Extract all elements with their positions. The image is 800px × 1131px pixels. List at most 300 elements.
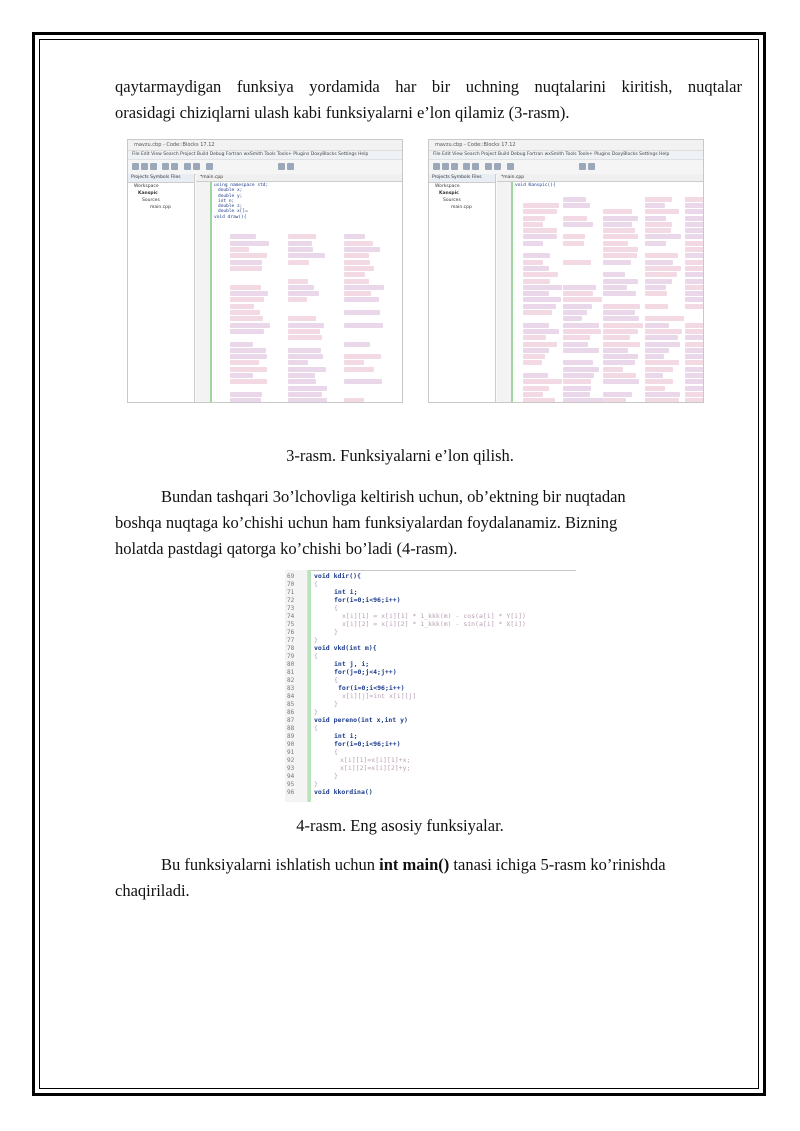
blurred-code-segment [645, 228, 671, 233]
blurred-code-segment [685, 216, 704, 221]
blurred-code-segment [645, 373, 663, 378]
blurred-code-segment [563, 285, 596, 290]
blurred-code-segment [685, 228, 704, 233]
blurred-code-segment [685, 342, 704, 347]
blurred-code-segment [344, 247, 380, 252]
blurred-code-segment [603, 304, 640, 309]
blurred-code-segment [288, 392, 322, 397]
blurred-code-segment [603, 260, 631, 265]
blurred-code-segment [685, 304, 704, 309]
blurred-code-segment [230, 297, 264, 302]
blurred-code-segment [344, 310, 380, 315]
figure-3-left-screenshot [127, 139, 403, 403]
blurred-code-segment [645, 241, 666, 246]
blurred-code-segment [603, 279, 638, 284]
blurred-code-segment [685, 222, 704, 227]
line-number: 92 [287, 757, 295, 764]
blurred-code-segment [685, 373, 704, 378]
line-number: 83 [287, 685, 295, 692]
blurred-code-segment [603, 216, 638, 221]
blurred-code-segment [523, 323, 549, 328]
blurred-code-segment [685, 197, 704, 202]
blurred-code-segment [230, 323, 270, 328]
blurred-code-segment [344, 260, 370, 265]
menu-bar: File Edit View Search Project Build Debug Fortran wxSmith Tools Tools+ Plugins DoxyBlocks Settings Help [128, 151, 402, 160]
blurred-code-segment [344, 291, 371, 296]
blurred-code-segment [563, 360, 593, 365]
blurred-code-segment [344, 379, 382, 384]
blurred-code-segment [523, 304, 556, 309]
blurred-code-segment [230, 291, 268, 296]
code-editor [497, 174, 703, 402]
blurred-code-segment [230, 285, 261, 290]
tree-item: main.cpp [150, 205, 171, 210]
window-title: mavzu.cbp - Code::Blocks 17.12 [128, 140, 402, 151]
blurred-code-segment [685, 386, 704, 391]
blurred-code-segment [344, 367, 374, 372]
code-line: { [314, 724, 318, 732]
blurred-code-segment [230, 241, 269, 246]
code-line: double z; [218, 204, 243, 210]
blurred-code-segment [563, 222, 593, 227]
blurred-code-segment [230, 373, 253, 378]
blurred-code-segment [603, 247, 638, 252]
code-line: { [314, 580, 318, 588]
blurred-code-segment [685, 272, 704, 277]
blurred-code-segment [288, 297, 307, 302]
code-line: x[i][1]=x[i][1]+x; [340, 756, 411, 764]
paragraph-1-line-2: orasidagi chiziqlarni ulash kabi funksiyalarni e’lon qilamiz (3-rasm). [115, 103, 570, 122]
blurred-code-segment [288, 285, 314, 290]
line-number: 78 [287, 645, 295, 652]
blurred-code-segment [685, 348, 704, 353]
blurred-code-segment [603, 379, 639, 384]
code-line: } [314, 636, 318, 644]
code-line: for(i=0;i<96;i++) [338, 684, 405, 692]
line-number: 86 [287, 709, 295, 716]
change-bar [308, 570, 311, 802]
blurred-code-segment [288, 398, 327, 403]
blurred-code-segment [288, 241, 312, 246]
code-line: x[i][1] = x[i][1] * 1_kkk(m) - cos(a[i] * Y[i]) [342, 612, 526, 620]
blurred-code-segment [230, 234, 256, 239]
blurred-code-segment [603, 398, 626, 403]
blurred-code-segment [523, 392, 543, 397]
blurred-code-segment [230, 392, 262, 397]
blurred-code-segment [603, 291, 636, 296]
code-line: x[i][2]=x[i][2]+y; [340, 764, 411, 772]
blurred-code-segment [603, 272, 625, 277]
blurred-code-segment [603, 228, 635, 233]
paragraph-3-line-1 [115, 852, 742, 878]
blurred-code-segment [288, 367, 326, 372]
blurred-code-segment [603, 329, 638, 334]
code-line: int i; [334, 732, 358, 740]
blurred-code-segment [563, 379, 591, 384]
blurred-code-segment [563, 348, 599, 353]
blurred-code-segment [523, 234, 557, 239]
blurred-code-segment [288, 253, 325, 258]
blurred-code-segment [645, 260, 673, 265]
blurred-code-segment [645, 253, 678, 258]
line-number: 80 [287, 661, 295, 668]
blurred-code-segment [685, 367, 704, 372]
blurred-code-segment [523, 279, 550, 284]
blurred-code-segment [344, 398, 364, 403]
blurred-code-segment [523, 354, 545, 359]
code-editor [196, 174, 402, 402]
code-line: } [314, 708, 318, 716]
blurred-code-segment [603, 253, 637, 258]
blurred-code-segment [603, 241, 628, 246]
blurred-code-segment [563, 329, 601, 334]
blurred-code-segment [523, 342, 557, 347]
blurred-code-segment [288, 386, 327, 391]
blurred-code-segment [523, 285, 562, 290]
blurred-code-segment [344, 323, 383, 328]
code-line: void kdir(){ [314, 572, 361, 580]
blurred-code-segment [344, 297, 379, 302]
blurred-code-segment [645, 203, 665, 208]
blurred-code-segment [563, 373, 594, 378]
blurred-code-segment [563, 291, 593, 296]
tree-item: Workspace [435, 184, 460, 189]
line-number: 91 [287, 749, 295, 756]
blurred-code-segment [523, 272, 558, 277]
figure-3-caption: 3-rasm. Funksiyalarni e’lon qilish. [286, 446, 514, 465]
line-number: 73 [287, 605, 295, 612]
blurred-code-segment [563, 386, 591, 391]
paragraph-2-line-2: boshqa nuqtaga ko’chishi uchun ham funksiyalardan foydalanamiz. Bizning [115, 513, 618, 532]
project-panel-tabs: Projects Symbols Files [128, 174, 194, 183]
code-line: void draw(){ [214, 214, 247, 220]
menu-bar: File Edit View Search Project Build Debug Fortran wxSmith Tools Tools+ Plugins DoxyBlocks Settings Help [429, 151, 703, 160]
blurred-code-segment [563, 398, 603, 403]
blurred-code-segment [230, 354, 267, 359]
blurred-code-segment [288, 247, 313, 252]
blurred-code-segment [603, 360, 635, 365]
blurred-code-segment [288, 360, 308, 365]
line-number: 79 [287, 653, 295, 660]
blurred-code-segment [563, 323, 599, 328]
blurred-code-segment [230, 316, 263, 321]
blurred-code-segment [523, 241, 543, 246]
blurred-code-segment [563, 392, 590, 397]
code-line: void vkd(int m){ [314, 644, 377, 652]
blurred-code-segment [288, 329, 320, 334]
blurred-code-segment [563, 335, 590, 340]
blurred-code-segment [645, 348, 669, 353]
paragraph-3 [115, 852, 742, 904]
blurred-code-segment [523, 291, 549, 296]
blurred-code-segment [645, 379, 673, 384]
project-panel-tabs: Projects Symbols Files [429, 174, 495, 183]
blurred-code-segment [344, 253, 369, 258]
line-number: 85 [287, 701, 295, 708]
blurred-code-segment [563, 297, 602, 302]
blurred-code-segment [603, 209, 632, 214]
code-line: int n; [218, 198, 235, 204]
editor-tab: *main.cpp [497, 174, 703, 182]
blurred-code-segment [344, 279, 369, 284]
blurred-code-segment [563, 241, 584, 246]
code-line: { [334, 676, 338, 684]
blurred-code-segment [645, 392, 680, 397]
blurred-code-segment [344, 266, 374, 271]
blurred-code-segment [645, 266, 681, 271]
tree-item: Kanspic [138, 191, 158, 196]
blurred-code-segment [230, 398, 261, 403]
tree-item: main.cpp [451, 205, 472, 210]
code-line: for(i=0;i<96;i++) [334, 740, 401, 748]
blurred-code-segment [603, 323, 643, 328]
blurred-code-segment [645, 342, 680, 347]
blurred-code-segment [563, 203, 590, 208]
code-line: x[i][j]=int x[i][j] [342, 692, 417, 700]
blurred-code-segment [685, 335, 704, 340]
project-panel [128, 174, 195, 402]
blurred-code-segment [645, 272, 677, 277]
blurred-code-segment [230, 260, 262, 265]
blurred-code-segment [685, 291, 704, 296]
paragraph-2-line-3: holatda pastdagi qatorga ko’chishi bo’ladi (4-rasm). [115, 539, 458, 558]
code-line: { [314, 652, 318, 660]
blurred-code-segment [603, 348, 628, 353]
blurred-code-segment [523, 329, 559, 334]
line-number: 84 [287, 693, 295, 700]
code-line: } [334, 628, 338, 636]
blurred-code-segment [288, 373, 315, 378]
blurred-code-segment [563, 367, 599, 372]
code-line: for(j=0;j<4;j++) [334, 668, 397, 676]
code-area [515, 182, 699, 402]
blurred-code-segment [645, 386, 665, 391]
blurred-code-segment [523, 348, 549, 353]
blurred-code-segment [645, 279, 672, 284]
figure-4-caption: 4-rasm. Eng asosiy funksiyalar. [296, 816, 504, 835]
blurred-code-segment [645, 323, 669, 328]
blurred-code-segment [344, 285, 384, 290]
line-gutter [196, 182, 212, 402]
blurred-code-segment [645, 285, 666, 290]
blurred-code-segment [288, 379, 316, 384]
blurred-code-segment [563, 197, 586, 202]
blurred-code-segment [523, 335, 546, 340]
project-panel [429, 174, 496, 402]
code-line: double y; [218, 193, 243, 199]
blurred-code-segment [645, 222, 672, 227]
tree-item: Sources [142, 198, 160, 203]
blurred-code-segment [523, 203, 559, 208]
blurred-code-segment [603, 342, 640, 347]
blurred-code-segment [230, 360, 259, 365]
blurred-code-segment [603, 285, 627, 290]
blurred-code-segment [645, 216, 666, 221]
blurred-code-segment [230, 348, 266, 353]
code-line: int j, i; [334, 660, 370, 668]
blurred-code-segment [523, 386, 549, 391]
code-line: } [314, 780, 318, 788]
line-number: 69 [287, 573, 295, 580]
line-number: 95 [287, 781, 295, 788]
line-number: 88 [287, 725, 295, 732]
blurred-code-segment [645, 329, 682, 334]
code-line: void Kanspic(){ [515, 183, 556, 188]
code-line: void pereno(int x,int y) [314, 716, 408, 724]
blurred-code-segment [645, 316, 684, 321]
code-line: { [334, 748, 338, 756]
blurred-code-segment [523, 260, 543, 265]
blurred-code-segment [685, 266, 704, 271]
blurred-code-segment [523, 360, 542, 365]
blurred-code-segment [645, 367, 673, 372]
blurred-code-segment [344, 354, 381, 359]
blurred-code-segment [230, 247, 249, 252]
blurred-code-segment [523, 222, 543, 227]
line-number: 74 [287, 613, 295, 620]
paragraph-1 [115, 74, 742, 126]
blurred-code-segment [288, 335, 322, 340]
blurred-code-segment [685, 234, 704, 239]
paragraph-2-line-1: Bundan tashqari 3o’lchovliga keltirish uchun, ob’ektning bir nuqtadan [161, 487, 626, 506]
blurred-code-segment [230, 253, 267, 258]
blurred-code-segment [685, 241, 704, 246]
blurred-code-segment [685, 297, 704, 302]
line-number: 82 [287, 677, 295, 684]
line-number: 96 [287, 789, 295, 796]
blurred-code-segment [603, 310, 635, 315]
paragraph-2 [115, 484, 742, 562]
line-number: 75 [287, 621, 295, 628]
line-gutter [497, 182, 513, 402]
code-line: double x; [218, 188, 243, 194]
blurred-code-segment [288, 354, 323, 359]
blurred-code-segment [523, 297, 561, 302]
code-line: int i; [334, 588, 358, 596]
blurred-code-segment [523, 266, 549, 271]
code-line: using namespace std; [214, 183, 269, 188]
blurred-code-segment [685, 329, 704, 334]
blurred-code-segment [685, 253, 704, 258]
blurred-code-segment [685, 354, 704, 359]
blurred-code-segment [645, 360, 679, 365]
code-line: { [334, 604, 338, 612]
blurred-code-segment [685, 323, 704, 328]
blurred-code-segment [288, 234, 316, 239]
blurred-code-segment [563, 304, 592, 309]
blurred-code-segment [523, 379, 562, 384]
blurred-code-segment [603, 354, 638, 359]
figure-4-code-screenshot [285, 570, 576, 802]
blurred-code-segment [685, 398, 704, 403]
blurred-code-segment [563, 342, 588, 347]
blurred-code-segment [563, 316, 582, 321]
editor-tab: *main.cpp [196, 174, 402, 182]
blurred-code-segment [603, 222, 632, 227]
blurred-code-segment [645, 354, 664, 359]
tree-item: Workspace [134, 184, 159, 189]
toolbar [429, 160, 703, 175]
line-number: 87 [287, 717, 295, 724]
paragraph-3-line-2: chaqiriladi. [115, 881, 190, 900]
paragraph-1-line-1: qaytarmaydigan funksiya yordamida har bir uchning nuqtalarini kiritish, nuqtalar [115, 77, 742, 96]
blurred-code-segment [685, 360, 704, 365]
blurred-code-segment [603, 367, 623, 372]
blurred-code-segment [230, 266, 262, 271]
blurred-code-segment [230, 310, 260, 315]
line-number: 93 [287, 765, 295, 772]
blurred-code-segment [523, 253, 550, 258]
blurred-code-segment [230, 367, 267, 372]
line-number: 90 [287, 741, 295, 748]
blurred-code-segment [523, 310, 552, 315]
blurred-code-segment [685, 285, 704, 290]
code-line: for(i=0;i<96;i++) [334, 596, 401, 604]
line-number: 94 [287, 773, 295, 780]
blurred-code-segment [645, 304, 668, 309]
code-line: } [334, 700, 338, 708]
blurred-code-segment [344, 234, 365, 239]
blurred-code-segment [523, 216, 545, 221]
tree-item: Kanspic [439, 191, 459, 196]
blurred-code-segment [523, 209, 557, 214]
blurred-code-segment [563, 260, 591, 265]
blurred-code-segment [603, 335, 630, 340]
blurred-code-segment [685, 279, 704, 284]
blurred-code-segment [288, 260, 309, 265]
blurred-code-segment [645, 197, 672, 202]
blurred-code-segment [344, 360, 364, 365]
tree-item: Sources [443, 198, 461, 203]
line-number: 72 [287, 597, 295, 604]
code-line: } [334, 772, 338, 780]
code-line: void kkordina() [314, 788, 373, 796]
blurred-code-segment [645, 398, 679, 403]
blurred-code-segment [603, 316, 639, 321]
code-line: x[i][2] = x[i][2] * 1_kkk(m) - sin(a[i] * X[i]) [342, 620, 526, 628]
blurred-code-segment [523, 373, 548, 378]
blurred-code-segment [685, 203, 703, 208]
blurred-code-segment [523, 398, 555, 403]
blurred-code-segment [288, 323, 324, 328]
blurred-code-segment [685, 392, 704, 397]
code-area [214, 182, 398, 402]
blurred-code-segment [645, 209, 679, 214]
blurred-code-segment [288, 279, 308, 284]
line-number: 81 [287, 669, 295, 676]
blurred-code-segment [230, 379, 267, 384]
blurred-code-segment [230, 304, 254, 309]
blurred-code-segment [288, 348, 321, 353]
code-line: double x[]= [218, 209, 248, 215]
blurred-code-segment [563, 234, 585, 239]
blurred-code-segment [645, 335, 678, 340]
blurred-code-segment [603, 373, 636, 378]
window-title: mavzu.cbp - Code::Blocks 17.12 [429, 140, 703, 151]
blurred-code-segment [685, 247, 704, 252]
blurred-code-segment [685, 379, 704, 384]
blurred-code-segment [230, 342, 253, 347]
line-number: 77 [287, 637, 295, 644]
blurred-code-segment [645, 291, 667, 296]
figure-3-right-screenshot [428, 139, 704, 403]
line-number: 76 [287, 629, 295, 636]
blurred-code-segment [344, 272, 365, 277]
blurred-code-segment [603, 234, 638, 239]
blurred-code-segment [523, 228, 557, 233]
toolbar [128, 160, 402, 175]
blurred-code-segment [685, 260, 704, 265]
